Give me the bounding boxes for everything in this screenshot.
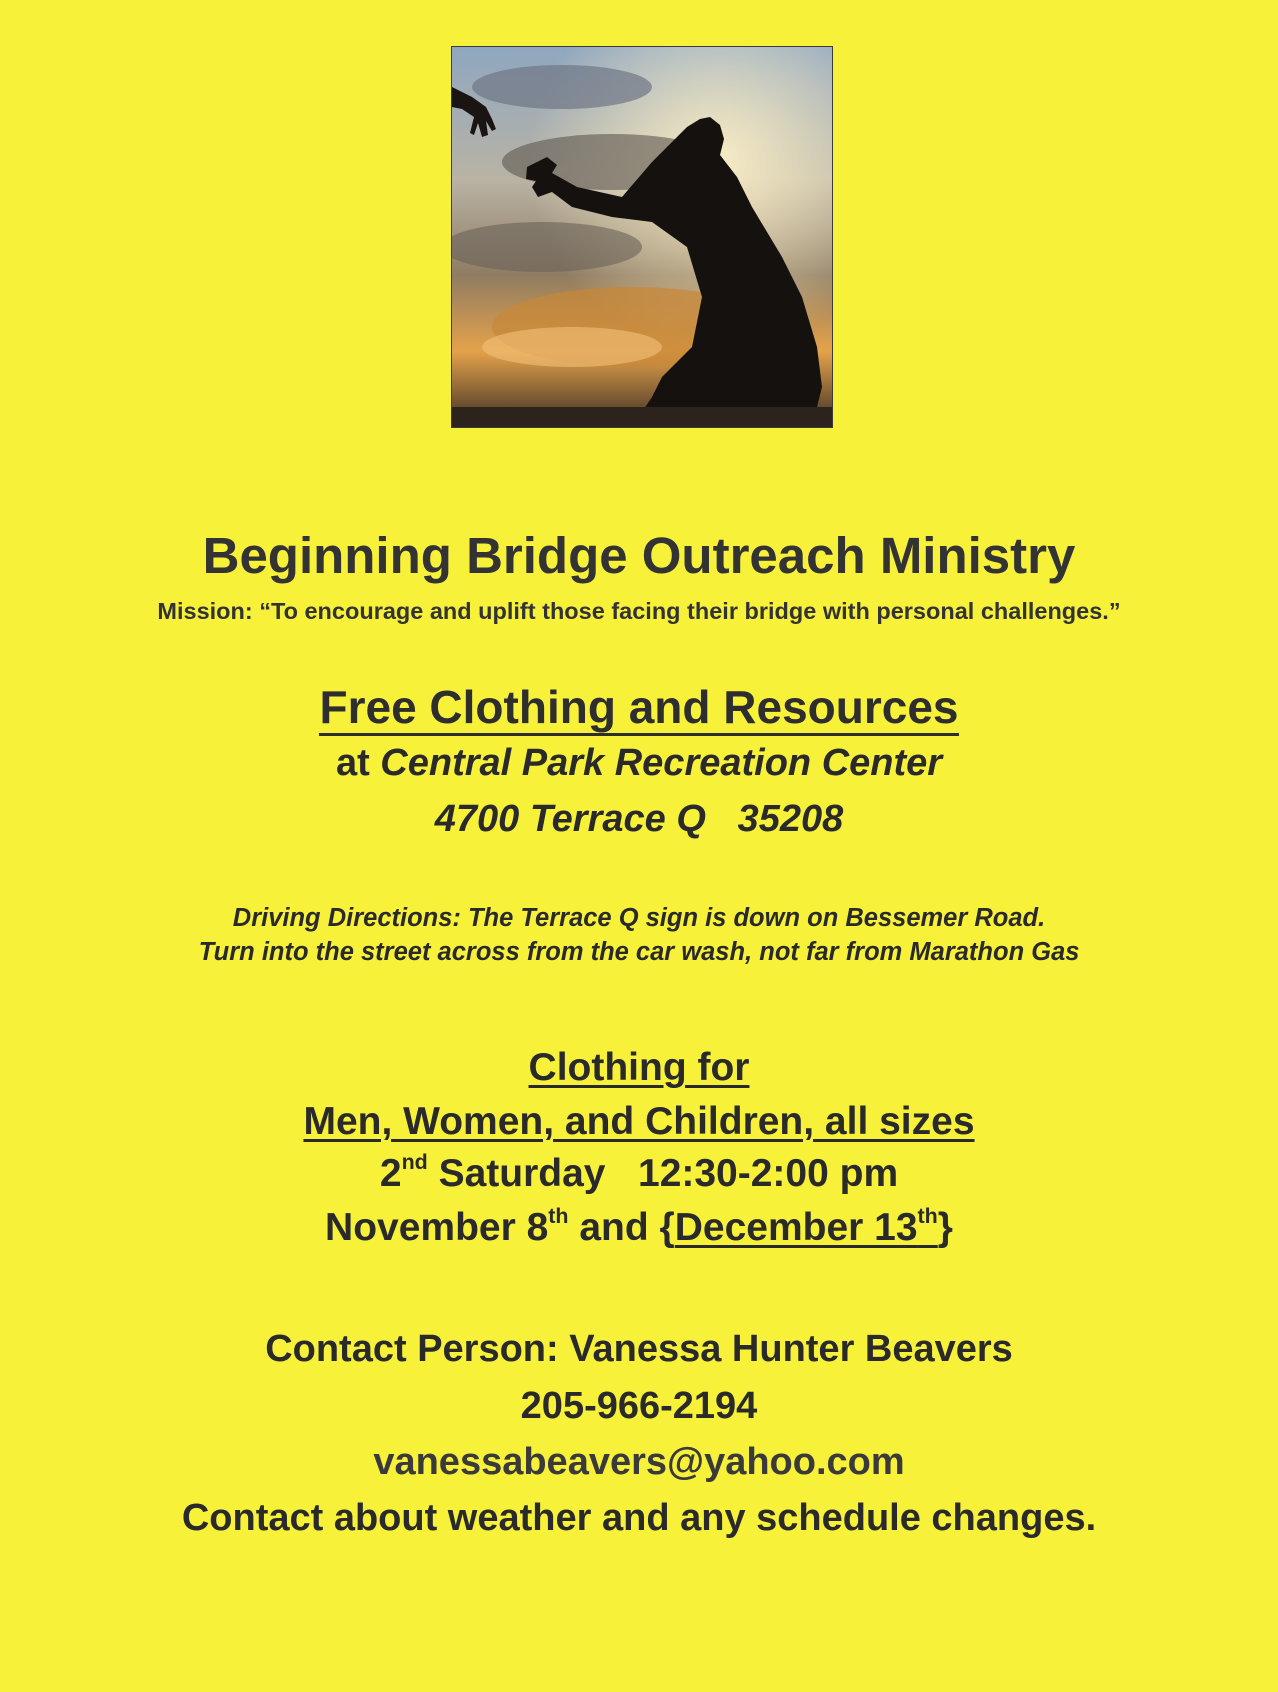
address-line: 4700 Terrace Q 35208 xyxy=(434,798,844,840)
contact-email: vanessabeavers@yahoo.com xyxy=(373,1441,905,1483)
directions-line-2: Turn into the street across from the car wash, not far from Marathon Gas xyxy=(198,938,1080,966)
date-1-suffix: th xyxy=(548,1203,569,1228)
date-1: November 8 xyxy=(325,1206,549,1249)
silhouette-reaching-hand-photo xyxy=(451,46,833,428)
schedule-day-time: Saturday 12:30-2:00 pm xyxy=(427,1152,899,1195)
audience-line xyxy=(0,1100,1278,1144)
mission-statement: Mission: “To encourage and uplift those facing their bridge with personal challenges.” xyxy=(157,598,1121,624)
schedule-line xyxy=(0,1149,1278,1196)
date-2-suffix: th xyxy=(917,1203,938,1228)
location-line xyxy=(0,742,1278,785)
location-prefix: at xyxy=(335,742,381,784)
page-title: Beginning Bridge Outreach Ministry xyxy=(202,527,1076,584)
schedule-ordinal-suffix: nd xyxy=(401,1149,428,1174)
dates-connector: and { xyxy=(568,1206,675,1249)
contact-phone: 205-966-2194 xyxy=(520,1385,758,1427)
location-name: Central Park Recreation Center xyxy=(380,742,943,784)
date-2: December 13 xyxy=(674,1206,918,1249)
dates-line xyxy=(0,1203,1278,1250)
event-heading-text: Free Clothing and Resources xyxy=(319,681,958,736)
directions-line-1: Driving Directions: The Terrace Q sign is down on Bessemer Road. xyxy=(232,904,1046,932)
clothing-for-text: Clothing for xyxy=(528,1046,750,1089)
contact-note: Contact about weather and any schedule changes. xyxy=(181,1497,1097,1539)
clothing-for-heading xyxy=(0,1046,1278,1090)
schedule-ordinal: 2 xyxy=(379,1152,402,1195)
dates-close: } xyxy=(937,1206,953,1249)
event-heading xyxy=(0,680,1278,734)
audience-text: Men, Women, and Children, all sizes xyxy=(303,1100,975,1143)
date-2-group xyxy=(674,1203,938,1249)
contact-person: Contact Person: Vanessa Hunter Beavers xyxy=(265,1328,1013,1370)
